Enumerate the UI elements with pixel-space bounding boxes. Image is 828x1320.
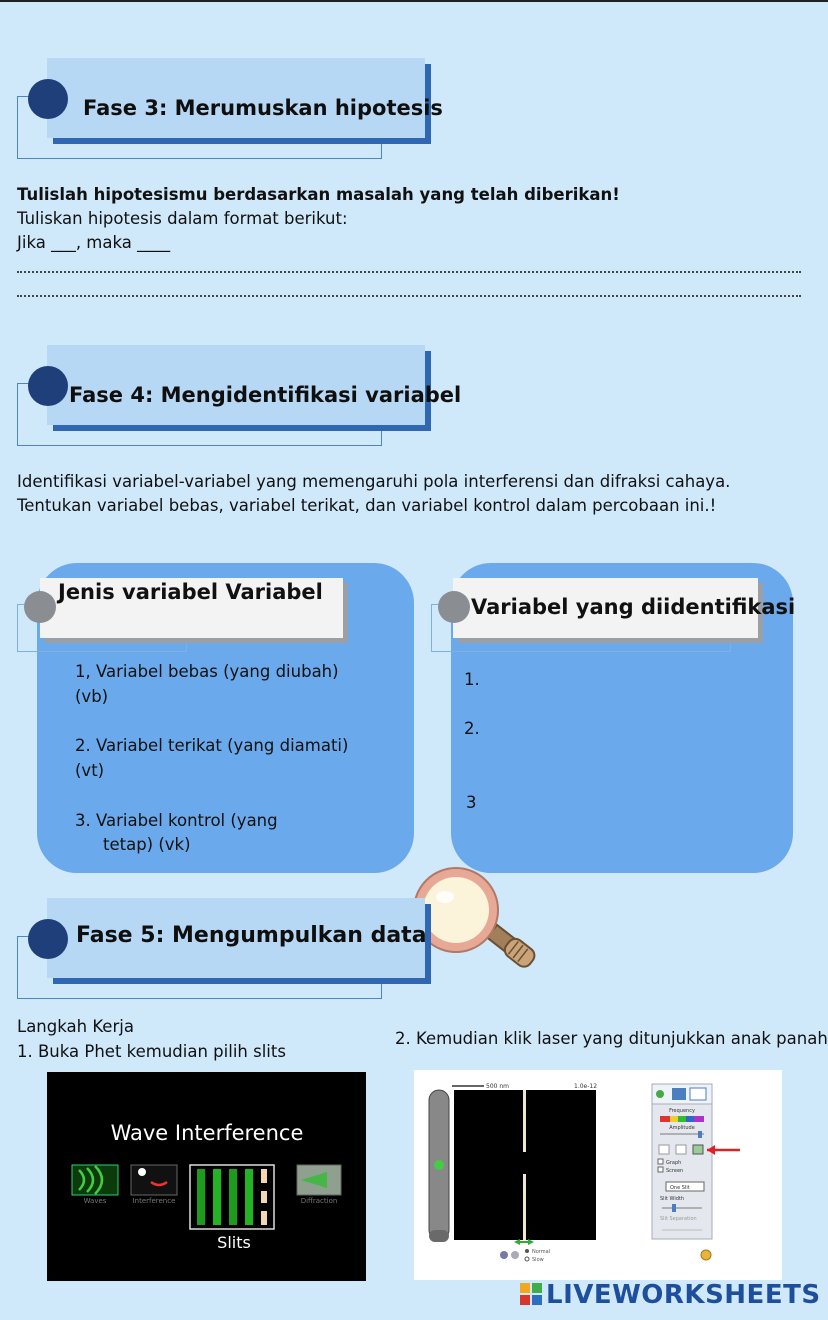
top-border [0,0,828,2]
phase3-format-intro: Tuliskan hipotesis dalam format berikut: [17,209,348,228]
phet-waves-label: Waves [83,1197,107,1205]
amplitude-label: Amplitude [669,1125,695,1131]
phase3-instruction: Tulislah hipotesismu berdasarkan masalah yang telah diberikan! [17,185,620,204]
time-label: 1.0e-12 [574,1083,598,1090]
phase4-dot [28,366,68,406]
normal-label: Normal [532,1249,551,1255]
item3-line-a: 3. Variabel kontrol (yang [75,811,278,830]
phet-interference-label: Interference [132,1197,176,1205]
slit-separation-label: Slit Separation [660,1216,697,1222]
brand-text: LIVEWORKSHEETS [546,1280,821,1310]
phase3-format: Jika ___, maka ____ [17,233,171,252]
phet-slits-label: Slits [217,1233,251,1252]
right-card-title: Variabel yang diidentifikasi [471,595,796,619]
slit-width-label: Slit Width [660,1196,685,1202]
step-2: 2. Kemudian klik laser yang ditunjukkan anak panah [395,1029,828,1048]
answer-line-1[interactable] [17,271,801,273]
ruler-label: 500 nm [486,1083,510,1090]
right-tab-dot [438,591,470,623]
item1-line-b: (vb) [75,687,109,706]
slow-label: Slow [532,1257,544,1263]
item2-line-b: (vt) [75,761,105,780]
phase5-title: Fase 5: Mengumpulkan data [76,923,427,948]
frequency-label: Frequency [669,1108,695,1114]
phase3-header [17,58,443,168]
item1-line-a: 1, Variabel bebas (yang diubah) [75,662,339,681]
phase5-dot [28,919,68,959]
liveworksheets-logo-icon [520,1283,542,1305]
phet-slits-screenshot [414,1070,782,1280]
phase3-title: Fase 3: Merumuskan hipotesis [83,96,443,120]
answer-line-2[interactable] [17,295,801,297]
graph-label: Graph [666,1160,682,1166]
phase4-header [17,345,462,455]
answer-3-number: 3 [466,793,477,812]
item3-line-b: tetap) (vk) [103,835,191,854]
slits-select-label: One Slit [670,1185,690,1191]
phase3-dot [28,79,68,119]
phase4-line1: Identifikasi variabel-variabel yang memengaruhi pola interferensi dan difraksi cahaya. [17,472,731,491]
phet-menu-screenshot [47,1072,366,1281]
phet-diffraction-label: Diffraction [300,1197,338,1205]
screen-label: Screen [666,1168,684,1174]
left-card-title: Jenis variabel Variabel [58,580,323,604]
langkah-kerja: Langkah Kerja [17,1017,134,1036]
phase4-line2: Tentukan variabel bebas, variabel terikat, dan variabel kontrol dalam percobaan ini.! [17,496,717,515]
answer-2-number: 2. [464,719,480,738]
phase5-header [17,898,437,1008]
liveworksheets-brand[interactable] [520,1280,821,1310]
step-1: 1. Buka Phet kemudian pilih slits [17,1042,286,1061]
item2-line-a: 2. Variabel terikat (yang diamati) [75,736,349,755]
phet-title: Wave Interference [110,1121,304,1145]
answer-1-number: 1. [464,670,480,689]
left-tab-dot [24,591,56,623]
phase4-title: Fase 4: Mengidentifikasi variabel [69,383,462,407]
